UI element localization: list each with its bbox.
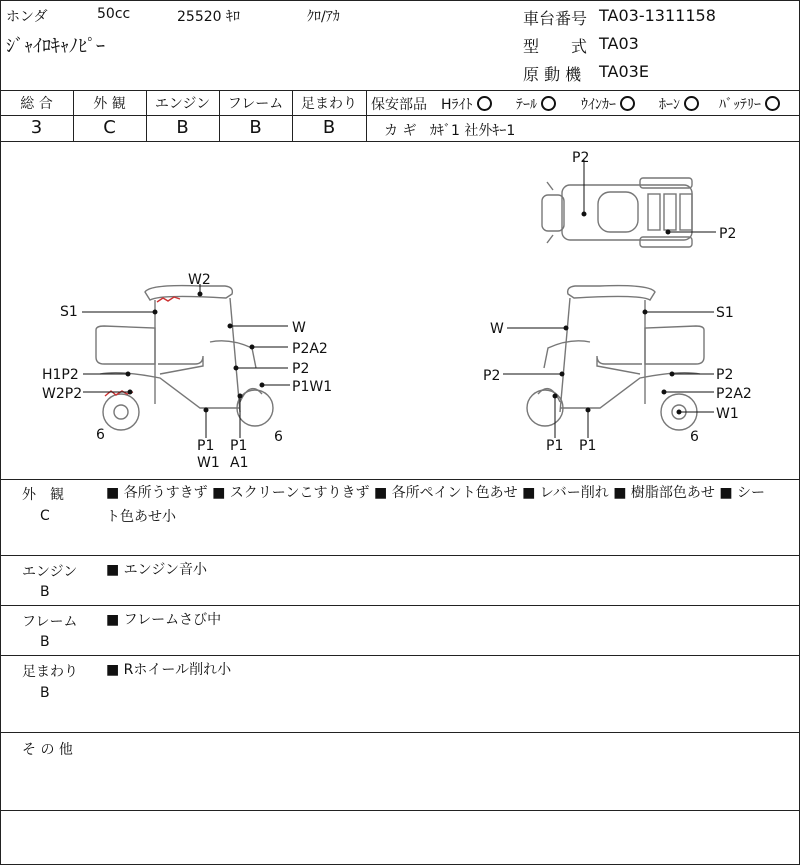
grade-header-engine: エンジン [154, 96, 211, 112]
safety-item-tail [516, 94, 556, 114]
section-label: エンジン [22, 564, 78, 580]
left-label: W2P2 [42, 386, 83, 402]
left-label: H1P2 [42, 367, 79, 383]
grade-header-overall: 総 合 [20, 96, 53, 112]
left-label: W [292, 320, 306, 336]
right-label: P2 [483, 368, 501, 384]
divider [0, 90, 800, 91]
right-label: P1 [546, 438, 564, 454]
divider [0, 605, 800, 606]
mileage: 25520 ｷﾛ [177, 9, 240, 25]
section-remarks: ■ Rホイール削れ小 [106, 662, 232, 678]
grade-header-exterior: 外 観 [93, 96, 126, 112]
grade-suspension: B [322, 117, 336, 138]
grade-overall: 3 [30, 117, 43, 138]
safety-item-label: ﾊﾞｯﾃﾘｰ [719, 97, 761, 113]
divider [0, 655, 800, 656]
section-label: そ の 他 [22, 742, 73, 758]
ok-circle-icon [765, 96, 780, 111]
type-label: 型 式 [523, 37, 588, 56]
section-remarks: ■ 各所うすきず ■ スクリーンこすりきず ■ 各所ペイント色あせ ■ レバー削れ ■ 樹脂部色あせ ■ シー [106, 485, 766, 501]
color: ｸﾛ/ｱｶ [307, 9, 340, 25]
left-label: 6 [274, 429, 283, 445]
maker: ホンダ [6, 9, 48, 25]
section-label: 足まわり [22, 664, 78, 680]
left-label: W2 [188, 272, 211, 288]
safety-item-label: ﾎｰﾝ [659, 97, 680, 113]
right-label: W [490, 321, 504, 337]
section-label: 外 観 [22, 487, 64, 503]
safety-item-label: ｳｲﾝｶｰ [581, 97, 616, 113]
divider [0, 115, 367, 116]
section-remarks: ■ フレームさび中 [106, 612, 222, 628]
left-label: P1 [230, 438, 248, 454]
left-label: A1 [230, 455, 249, 471]
ok-circle-icon [684, 96, 699, 111]
engine-value: TA03E [599, 62, 649, 81]
safety-item-battery [719, 94, 780, 114]
divider [0, 479, 800, 480]
safety-item-label: ﾃｰﾙ [516, 97, 537, 113]
left-label: W1 [197, 455, 220, 471]
top-label-p2: P2 [572, 150, 590, 166]
section-remarks: ■ エンジン音小 [106, 562, 207, 578]
right-label: P1 [579, 438, 597, 454]
safety-title: 保安部品 [371, 97, 427, 113]
grade-frame: B [249, 117, 262, 138]
right-label: P2A2 [716, 386, 752, 402]
grade-engine: B [176, 117, 189, 138]
grade-header-suspension: 足まわり [301, 96, 357, 112]
divider [0, 732, 800, 733]
grade-exterior: C [103, 117, 116, 138]
left-label: S1 [60, 304, 78, 320]
safety-item-label: Hﾗｲﾄ [441, 97, 473, 113]
ok-circle-icon [477, 96, 492, 111]
damage-diagram [0, 142, 800, 478]
right-label: S1 [716, 305, 734, 321]
divider [367, 115, 800, 116]
divider [366, 90, 367, 141]
safety-item-winker [581, 94, 635, 114]
section-grade: B [40, 685, 50, 701]
ok-circle-icon [541, 96, 556, 111]
ok-circle-icon [620, 96, 635, 111]
frame-no: TA03-1311158 [599, 6, 716, 25]
right-label: 6 [690, 429, 699, 445]
frame-no-label: 車台番号 [523, 9, 588, 28]
section-remarks-cont: ト色あせ小 [106, 509, 176, 525]
left-label: 6 [96, 427, 105, 443]
right-label: P2 [716, 367, 734, 383]
key-label: カ ギ [384, 123, 417, 139]
section-grade: C [40, 508, 50, 524]
type-value: TA03 [599, 34, 639, 53]
safety-item-horn [659, 94, 699, 114]
right-label: W1 [716, 406, 739, 422]
section-label: フレーム [22, 614, 78, 630]
right-side-scooter-icon [527, 286, 704, 430]
left-label: P2A2 [292, 341, 328, 357]
left-side-scooter-icon [96, 286, 273, 430]
model-name: ｼﾞｬｲﾛｷｬﾉﾋﾟｰ [6, 36, 105, 57]
grade-header-frame: フレーム [227, 96, 284, 112]
displacement: 50cc [97, 6, 131, 22]
section-grade: B [40, 634, 50, 650]
divider [0, 810, 800, 811]
left-label: P2 [292, 361, 310, 377]
safety-item-headlight [441, 94, 492, 114]
key-value: ｶｷﾞ1 社外ｷｰ1 [430, 123, 516, 139]
left-label: P1 [197, 438, 215, 454]
left-label: P1W1 [292, 379, 333, 395]
section-grade: B [40, 584, 50, 600]
divider [0, 555, 800, 556]
engine-label: 原 動 機 [523, 65, 582, 84]
top-view-scooter-icon [542, 178, 692, 247]
top-label-p2: P2 [719, 226, 737, 242]
